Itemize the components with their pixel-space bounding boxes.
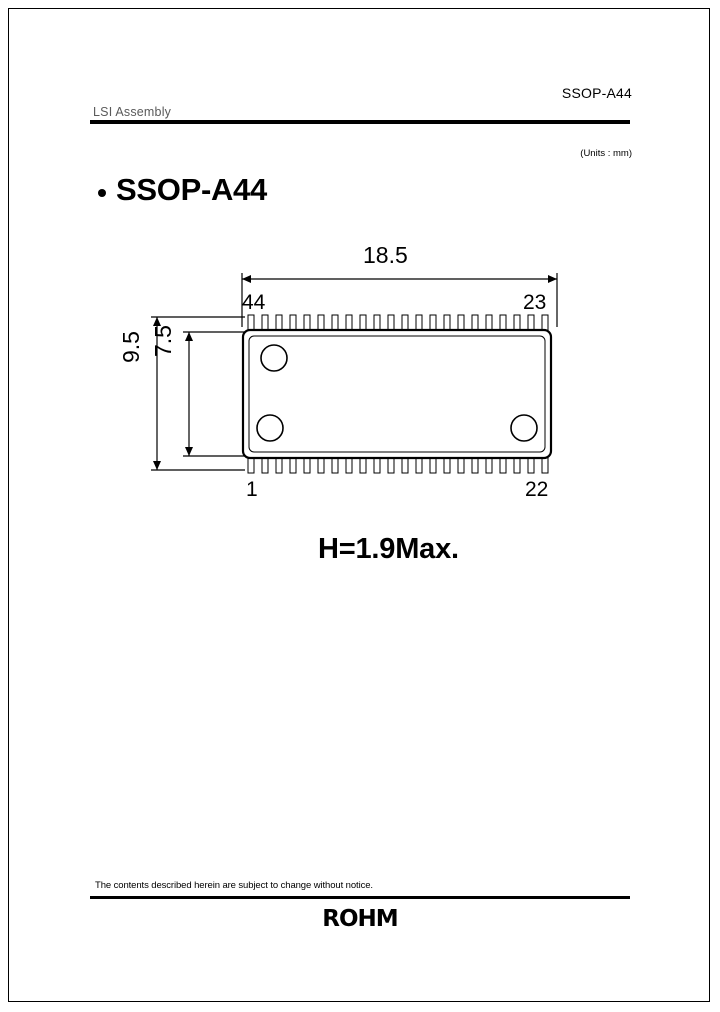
dimension-inner-height-label: 7.5 — [150, 325, 176, 357]
dimension-outer-height-label: 9.5 — [118, 331, 144, 363]
pin-label-top-right: 23 — [523, 291, 547, 314]
header-section-label: LSI Assembly — [93, 105, 172, 119]
package-body — [243, 330, 551, 458]
pin-label-bottom-right: 22 — [525, 478, 549, 501]
page-title-text: SSOP-A44 — [116, 172, 267, 207]
pin-label-bottom-left: 1 — [246, 478, 258, 501]
top-dimension-line — [242, 273, 557, 327]
arrow-left-icon — [242, 275, 251, 283]
left-dimension-inner — [183, 332, 248, 456]
footer-disclaimer: The contents described herein are subject to change without notice. — [95, 880, 373, 891]
package-drawing — [120, 235, 600, 575]
pin-label-top-left: 44 — [242, 291, 266, 314]
arrow-down-inner-icon — [185, 447, 193, 456]
footer-divider — [90, 896, 630, 899]
header-part-number: SSOP-A44 — [561, 85, 632, 101]
page-title — [98, 172, 267, 208]
height-note: H=1.9Max. — [318, 533, 459, 565]
arrow-down-outer-icon — [153, 461, 161, 470]
arrow-up-inner-icon — [185, 332, 193, 341]
units-note: (Units : mm) — [580, 148, 632, 159]
arrow-right-icon — [548, 275, 557, 283]
header-divider — [90, 120, 630, 124]
bullet-dot-icon — [98, 189, 106, 197]
brand-logo: ROHM — [322, 906, 398, 932]
dimension-width-label: 18.5 — [363, 242, 408, 268]
